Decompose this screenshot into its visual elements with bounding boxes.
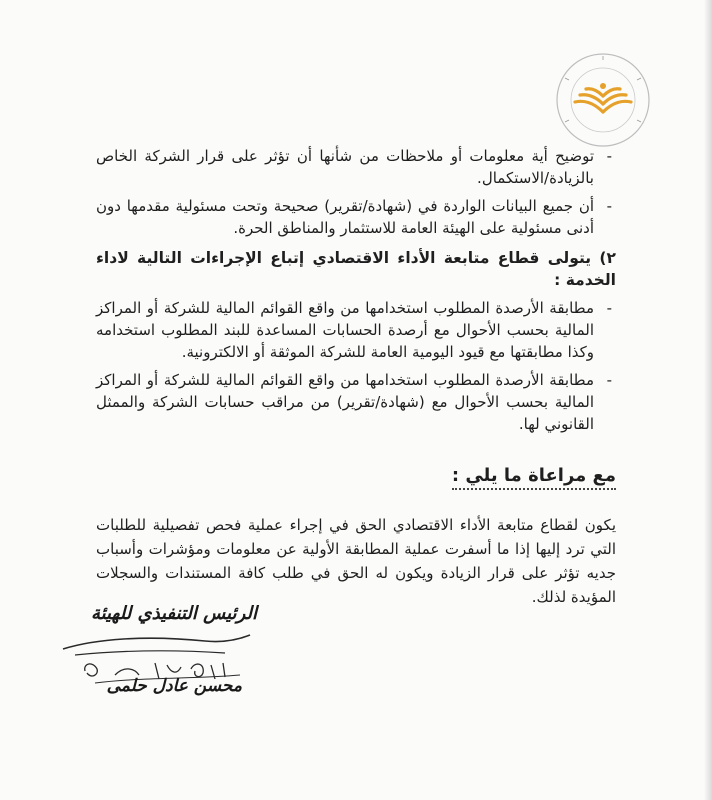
- document-body: [96, 145, 616, 624]
- signatory-name: محسن عادل حلمى: [106, 676, 242, 696]
- bullet-match-balances-accounts: - مطابقة الأرصدة المطلوب استخدامها من واقع القوائم المالية للشركة أو المراكز المالية بحسب الأحوال مع أرصدة الحسابات المساعدة للبند المطلوب استخدامه وكذا مطابقتها مع قيود اليومية العامة للشركة الموثقة أو الالكترونية.: [96, 297, 616, 363]
- note-heading-text: مع مراعاة ما يلي :: [452, 465, 616, 490]
- bullet-match-balances-auditor: - مطابقة الأرصدة المطلوب استخدامها من واقع القوائم المالية للشركة أو المراكز المالية بحسب الأحوال مع (شهادة/تقرير) من مراقب حسابات الشركة والممثل القانوني لها.: [96, 369, 616, 435]
- open-book-logo-icon: [553, 50, 653, 150]
- page-edge-shadow: [704, 0, 712, 800]
- signatory-title: الرئيس التنفيذي للهيئة: [90, 603, 257, 624]
- note-body: يكون لقطاع متابعة الأداء الاقتصادي الحق في إجراء عملية فحص تفصيلية للطلبات التي ترد إليها إذا ما أسفرت عملية المطابقة الأولية عن معلومات ومؤشرات وأسباب جديه تؤثر على قرار الزيادة ويكون له الحق في طلب كافة المستندات والسجلات المؤيدة لذلك.: [96, 516, 616, 606]
- section-2-heading: ٢) يتولى قطاع متابعة الأداء الاقتصادي إتباع الإجراءات التالية لاداء الخدمة :: [96, 249, 616, 289]
- bullet-data-responsibility: - أن جميع البيانات الواردة في (شهادة/تقرير) صحيحة وتحت مسئولية مقدمها دون أدنى مسئولية على الهيئة العامة للاستثمار والمناطق الحرة.: [96, 195, 616, 239]
- bullet-clarify-info: - توضيح أية معلومات أو ملاحظات من شأنها أن تؤثر على قرار الشركة الخاص بالزيادة/الاستكمال.: [96, 145, 616, 189]
- note-heading: [96, 465, 616, 487]
